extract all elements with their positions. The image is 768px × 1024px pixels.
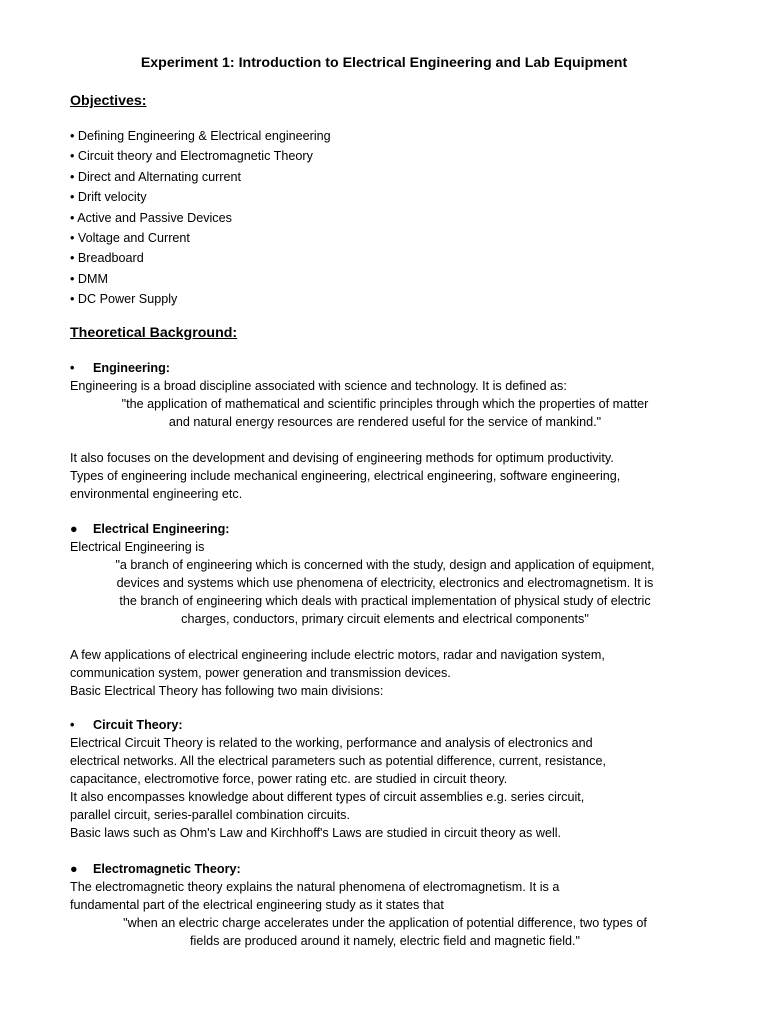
quote-line: devices and systems which use phenomena of electricity, electronics and electromagnetism. It is [116,576,654,590]
bullet: ● [70,522,78,536]
bullet: ● [70,862,78,876]
list-item: • Circuit theory and Electromagnetic Theory [70,149,313,164]
paragraph: It also focuses on the development and devising of engineering methods for optimum productivity. [70,451,614,465]
paragraph: The electromagnetic theory explains the natural phenomena of electromagnetism. It is a [70,880,560,894]
list-item: • Active and Passive Devices [70,210,232,225]
objectives-list [70,127,331,311]
paragraph: Electrical Engineering is [70,540,205,554]
section-title: Circuit Theory: [93,718,183,732]
section-electrical-engineering [70,520,700,700]
bullet: • [70,718,75,732]
paragraph: electrical networks. All the electrical parameters such as potential difference, current, resistance, [70,754,606,768]
list-item: • Direct and Alternating current [70,169,242,184]
paragraph: A few applications of electrical engineering include electric motors, radar and navigation system, [70,648,605,662]
section-title: Electromagnetic Theory: [93,862,241,876]
paragraph: capacitance, electromotive force, power rating etc. are studied in circuit theory. [70,772,508,786]
quote-line: "the application of mathematical and scientific principles through which the properties of matter [121,397,649,411]
paragraph: Basic laws such as Ohm's Law and Kirchhoff's Laws are studied in circuit theory as well. [70,826,562,840]
section-title: Electrical Engineering: [93,522,230,536]
list-item: • Voltage and Current [70,230,190,245]
quote-line: the branch of engineering which deals with practical implementation of physical study of electric [119,594,651,608]
quote-line: and natural energy resources are rendered useful for the service of mankind." [168,415,602,429]
paragraph: fundamental part of the electrical engineering study as it states that [70,898,444,912]
list-item: • DC Power Supply [70,292,178,307]
paragraph: Engineering is a broad discipline associated with science and technology. It is defined as: [70,379,567,393]
document-title: Experiment 1: Introduction to Electrical Engineering and Lab Equipment [140,55,628,71]
section-engineering [70,359,700,503]
quote-line: fields are produced around it namely, electric field and magnetic field." [190,934,580,948]
list-item: • DMM [70,271,108,286]
section-circuit-theory [70,716,700,842]
paragraph: Electrical Circuit Theory is related to the working, performance and analysis of electronics and [70,736,593,750]
list-item: • Defining Engineering & Electrical engineering [70,129,331,143]
quote-line: "a branch of engineering which is concerned with the study, design and application of equipment, [115,558,655,572]
section-title: Engineering: [93,361,170,375]
paragraph: communication system, power generation and transmission devices. [70,666,451,680]
quote-line: charges, conductors, primary circuit elements and electrical components" [181,612,589,626]
paragraph: environmental engineering etc. [70,487,243,501]
objectives-heading: Objectives: [70,93,147,109]
paragraph: It also encompasses knowledge about different types of circuit assemblies e.g. series circuit, [70,790,585,804]
paragraph: Basic Electrical Theory has following two main divisions: [70,684,384,698]
theoretical-background-heading: Theoretical Background: [70,325,238,341]
bullet: • [70,361,75,375]
paragraph: parallel circuit, series-parallel combination circuits. [70,808,350,822]
section-electromagnetic-theory [70,860,700,950]
paragraph: Types of engineering include mechanical engineering, electrical engineering, software engineering, [70,469,621,483]
quote-line: "when an electric charge accelerates under the application of potential difference, two types of [123,916,647,930]
list-item: • Drift velocity [70,190,147,205]
list-item: • Breadboard [70,251,144,266]
